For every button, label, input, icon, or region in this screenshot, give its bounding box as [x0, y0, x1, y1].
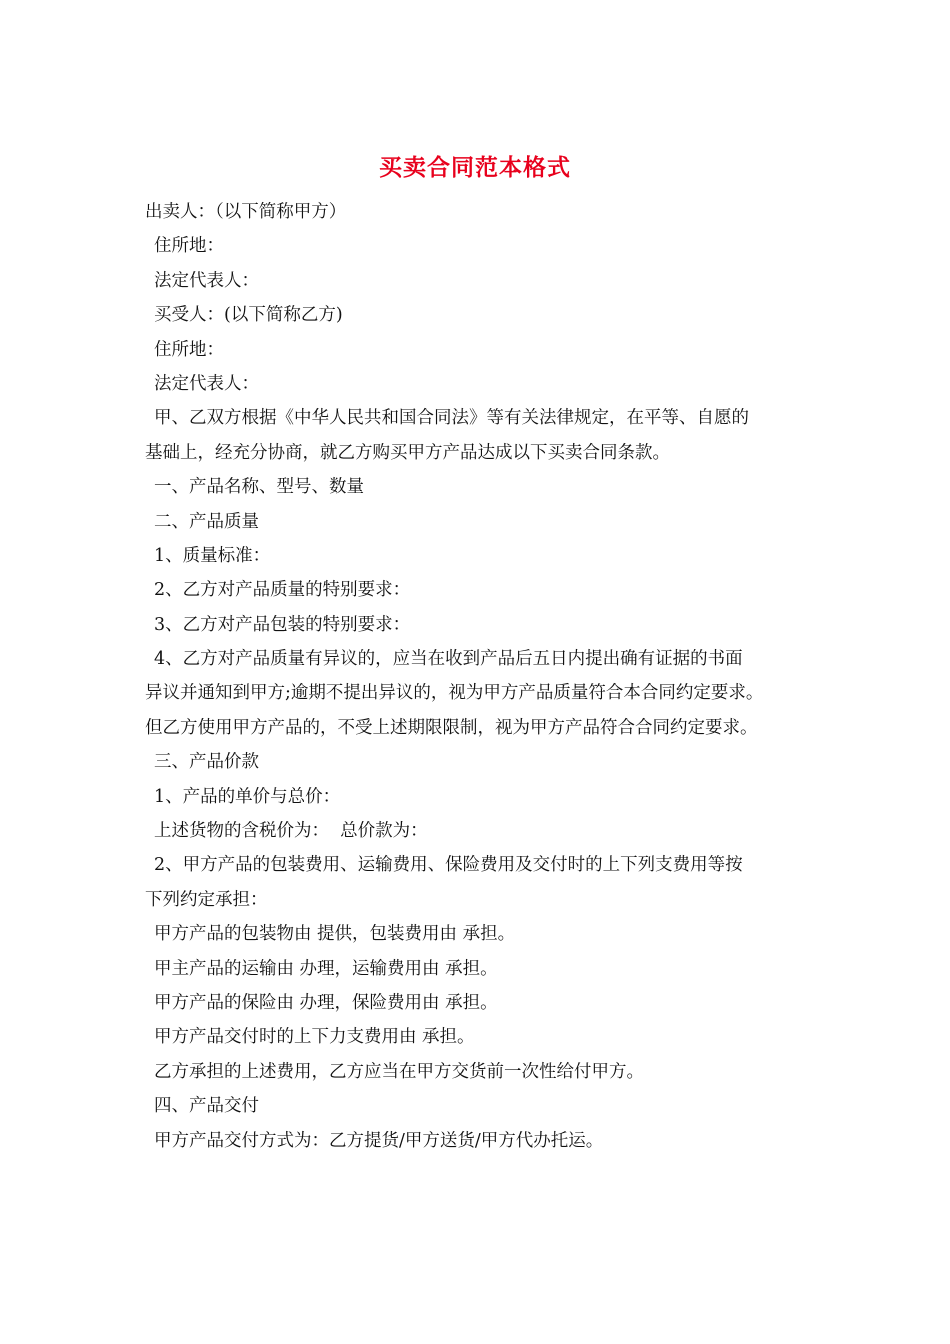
paragraph-line: 异议并通知到甲方;逾期不提出异议的，视为甲方产品质量符合本合同约定要求。 [145, 683, 764, 704]
paragraph-line: 甲方产品的包装物由 提供，包装费用由 承担。 [154, 924, 516, 945]
paragraph-line: 四、产品交付 [154, 1096, 259, 1117]
paragraph-line: 下列约定承担： [145, 889, 268, 910]
paragraph-line: 3、乙方对产品包装的特别要求： [154, 614, 411, 635]
paragraph-line: 1、质量标准： [154, 545, 271, 566]
paragraph-line: 1、产品的单价与总价： [154, 786, 341, 807]
paragraph-line: 二、产品质量 [154, 511, 259, 532]
paragraph-line: 甲方产品交付时的上下力支费用由 承担。 [154, 1027, 475, 1048]
document-title: 买卖合同范本格式 [379, 154, 571, 181]
paragraph-line: 2、乙方对产品质量的特别要求： [154, 580, 411, 601]
paragraph-line: 乙方承担的上述费用，乙方应当在甲方交货前一次性给付甲方。 [154, 1061, 644, 1082]
paragraph-line: 上述货物的含税价为： 总价款为： [154, 821, 428, 842]
paragraph-line: 住所地： [154, 236, 224, 257]
paragraph-line: 2、甲方产品的包装费用、运输费用、保险费用及交付时的上下列支费用等按 [154, 855, 743, 876]
paragraph-line: 一、产品名称、型号、数量 [154, 477, 364, 498]
paragraph-line: 出卖人：（以下简称甲方） [145, 202, 347, 222]
paragraph-line: 住所地： [154, 339, 224, 360]
paragraph-line: 买受人：(以下简称乙方) [154, 305, 343, 326]
paragraph-line: 甲主产品的运输由 办理，运输费用由 承担。 [154, 958, 498, 979]
document-body [145, 195, 815, 1158]
paragraph-line: 基础上，经充分协商，就乙方购买甲方产品达成以下买卖合同条款。 [145, 442, 670, 463]
paragraph-line: 甲方产品的保险由 办理，保险费用由 承担。 [154, 992, 498, 1013]
paragraph-line: 但乙方使用甲方产品的，不受上述期限限制，视为甲方产品符合合同约定要求。 [145, 717, 758, 738]
paragraph-line: 甲方产品交付方式为：乙方提货/甲方送货/甲方代办托运。 [154, 1130, 604, 1151]
paragraph-line: 甲、乙双方根据《中华人民共和国合同法》等有关法律规定，在平等、自愿的 [154, 408, 749, 429]
paragraph-line: 三、产品价款 [154, 752, 259, 773]
paragraph-line: 4、乙方对产品质量有异议的，应当在收到产品后五日内提出确有证据的书面 [154, 649, 743, 670]
paragraph-line: 法定代表人： [154, 373, 259, 394]
paragraph-line: 法定代表人： [154, 270, 259, 291]
